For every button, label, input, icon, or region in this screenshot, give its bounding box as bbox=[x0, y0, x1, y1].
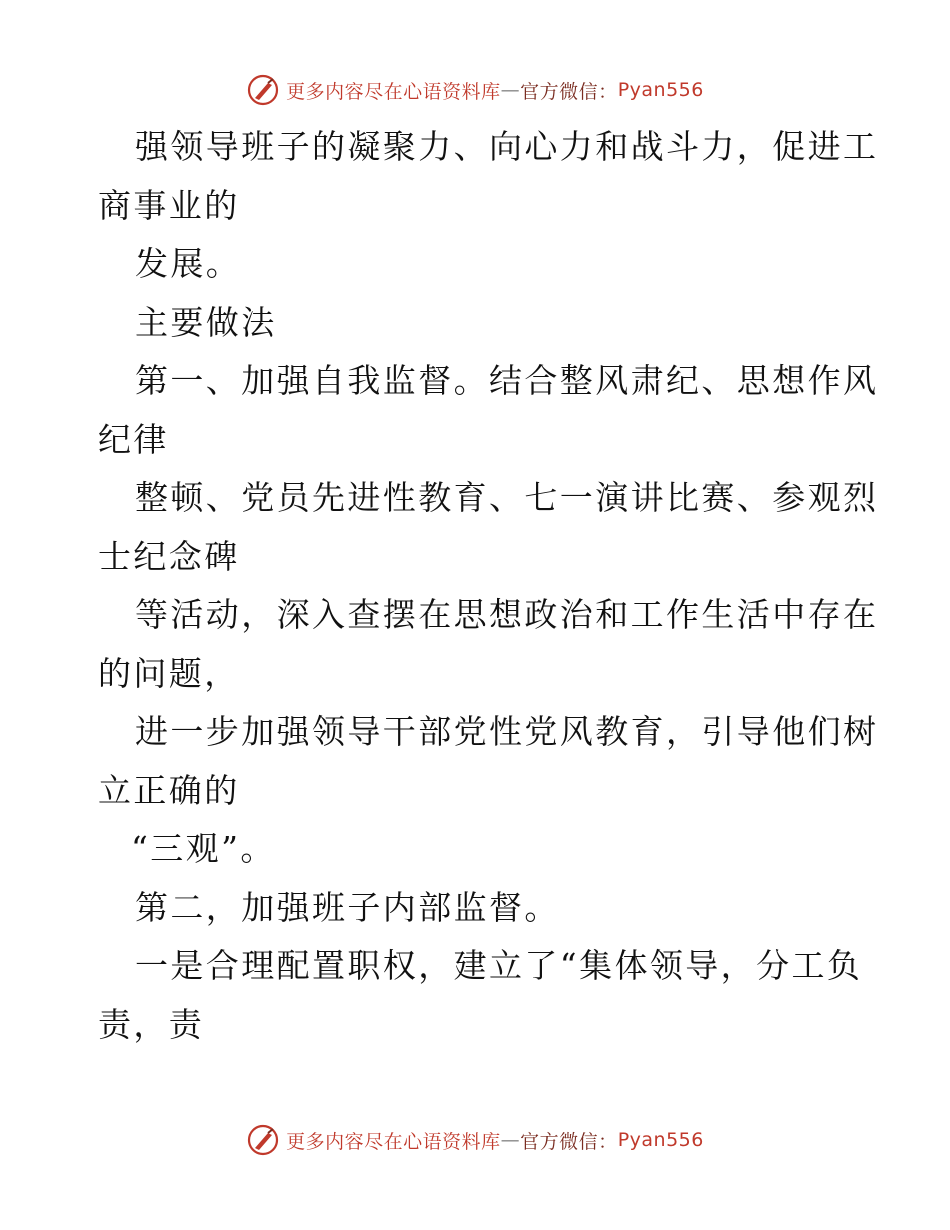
paragraph-line: “三观”。 bbox=[131, 829, 276, 868]
header-watermark bbox=[0, 70, 950, 110]
paragraph-line: 第二，加强班子内部监督。 bbox=[135, 887, 560, 927]
paragraph-line: 士纪念碑 bbox=[98, 536, 240, 576]
section-heading: 主要做法 bbox=[135, 302, 277, 342]
paragraph-line: 商事业的 bbox=[98, 185, 240, 225]
footer-watermark bbox=[0, 1120, 950, 1160]
quill-pen-logo-icon bbox=[246, 1123, 280, 1157]
paragraph-line: 强领导班子的凝聚力、向心力和战斗力，促进工 bbox=[135, 127, 879, 166]
watermark-separator: — bbox=[500, 79, 521, 101]
paragraph-line: 第一、加强自我监督。结合整风肃纪、思想作风 bbox=[135, 361, 879, 400]
paragraph-line: 责，责 bbox=[98, 1004, 205, 1044]
paragraph-line: 等活动，深入查摆在思想政治和工作生活中存在 bbox=[135, 595, 879, 634]
paragraph-line: 的问题， bbox=[98, 653, 240, 693]
paragraph-line: 发展。 bbox=[135, 244, 242, 283]
watermark-wechat-label: 官方微信： bbox=[520, 1130, 618, 1153]
paragraph-line: 一是合理配置职权，建立了“集体领导，分工负 bbox=[135, 946, 863, 985]
watermark-brand: 更多内容尽在心语资料库 bbox=[286, 80, 501, 103]
paragraph-line: 整顿、党员先进性教育、七一演讲比赛、参观烈 bbox=[135, 478, 879, 517]
paragraph-line: 立正确的 bbox=[98, 770, 240, 810]
paragraph-line: 纪律 bbox=[98, 419, 169, 459]
watermark-brand: 更多内容尽在心语资料库 bbox=[286, 1130, 501, 1153]
paragraph-line: 进一步加强领导干部党性党风教育，引导他们树 bbox=[135, 712, 879, 751]
watermark-handle: Pyan556 bbox=[617, 1129, 704, 1151]
watermark-wechat-label: 官方微信： bbox=[520, 80, 618, 103]
watermark-separator: — bbox=[500, 1129, 521, 1151]
quill-pen-logo-icon bbox=[246, 73, 280, 107]
document-body bbox=[98, 118, 879, 1054]
watermark-handle: Pyan556 bbox=[617, 79, 704, 101]
